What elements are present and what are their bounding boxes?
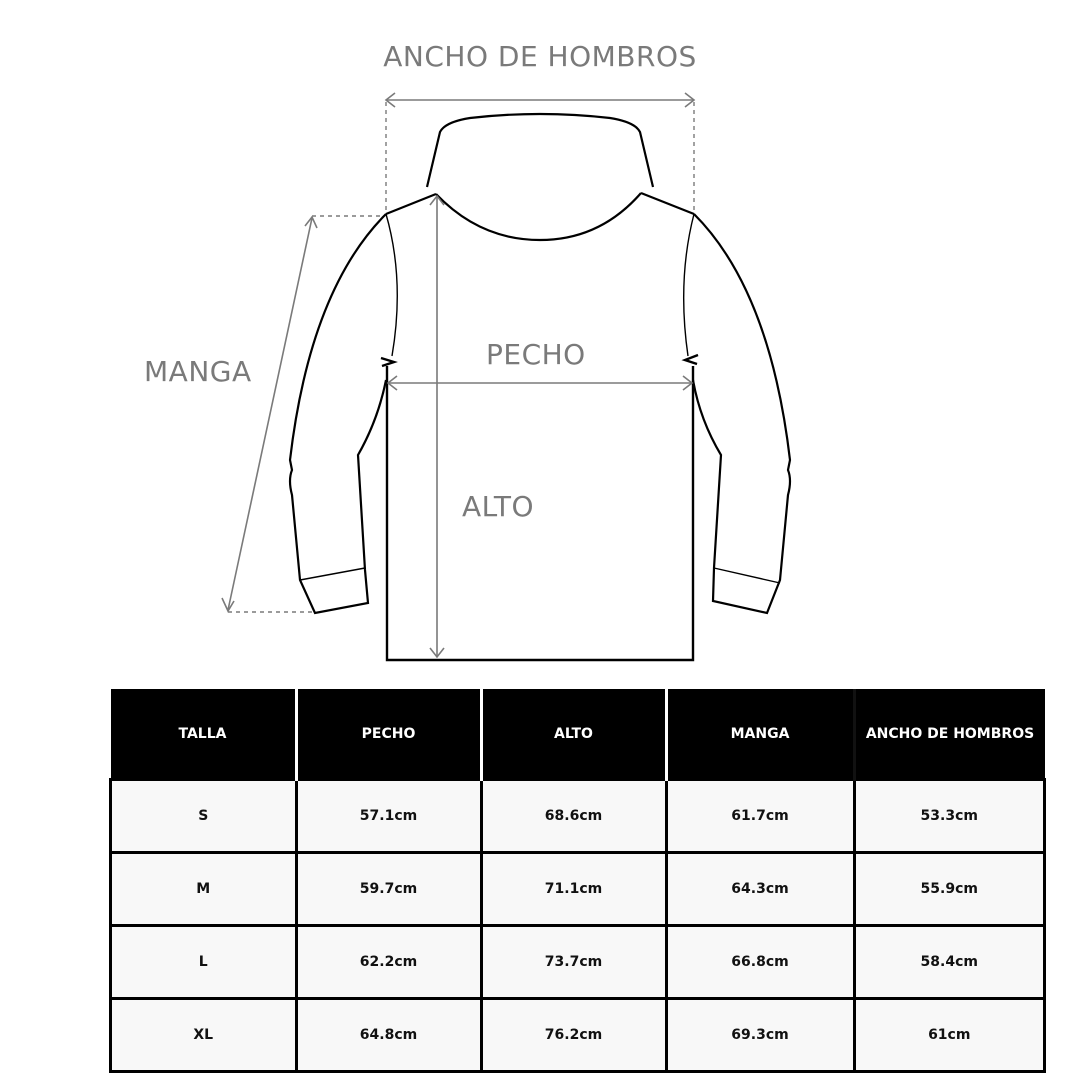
cell-chest: 62.2cm xyxy=(296,926,481,999)
cell-size: L xyxy=(111,926,297,999)
cell-chest: 64.8cm xyxy=(296,999,481,1072)
header-length: ALTO xyxy=(481,689,666,780)
table-row xyxy=(111,926,1045,999)
cell-size: XL xyxy=(111,999,297,1072)
cell-length: 68.6cm xyxy=(481,780,666,853)
table-header-row xyxy=(111,689,1045,780)
cell-sleeve: 69.3cm xyxy=(666,999,854,1072)
cell-chest: 59.7cm xyxy=(296,853,481,926)
shoulder-width-label: ANCHO DE HOMBROS xyxy=(383,40,697,73)
cell-shoulder: 53.3cm xyxy=(854,780,1045,853)
sleeve-label: MANGA xyxy=(144,355,252,388)
cell-sleeve: 64.3cm xyxy=(666,853,854,926)
table-row xyxy=(111,780,1045,853)
cell-length: 76.2cm xyxy=(481,999,666,1072)
cell-shoulder: 55.9cm xyxy=(854,853,1045,926)
cell-shoulder: 61cm xyxy=(854,999,1045,1072)
cell-length: 71.1cm xyxy=(481,853,666,926)
cell-size: S xyxy=(111,780,297,853)
cell-length: 73.7cm xyxy=(481,926,666,999)
header-chest: PECHO xyxy=(296,689,481,780)
header-sleeve: MANGA xyxy=(666,689,854,780)
cell-chest: 57.1cm xyxy=(296,780,481,853)
cell-size: M xyxy=(111,853,297,926)
length-label: ALTO xyxy=(462,490,535,523)
header-size: TALLA xyxy=(111,689,297,780)
cell-sleeve: 66.8cm xyxy=(666,926,854,999)
header-shoulder-width: ANCHO DE HOMBROS xyxy=(854,689,1045,780)
table-row xyxy=(111,853,1045,926)
cell-sleeve: 61.7cm xyxy=(666,780,854,853)
size-chart-table xyxy=(109,689,1046,1073)
table-row xyxy=(111,999,1045,1072)
cell-shoulder: 58.4cm xyxy=(854,926,1045,999)
chest-label: PECHO xyxy=(486,338,586,371)
